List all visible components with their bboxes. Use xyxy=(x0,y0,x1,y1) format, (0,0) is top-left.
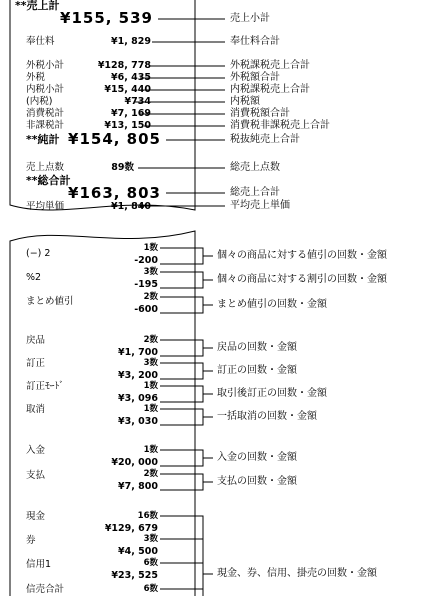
correct-count: 3数 xyxy=(143,358,158,368)
discount-label: (−) 2 xyxy=(26,248,51,259)
correct-mode-count: 1数 xyxy=(143,381,158,391)
net-value: ¥154, 805 xyxy=(68,130,161,148)
ext-tax-label: 外税 xyxy=(26,72,46,83)
cancel-count: 1数 xyxy=(143,404,158,414)
total-value: ¥163, 803 xyxy=(68,184,161,202)
voucher-value: ¥4, 500 xyxy=(118,546,158,557)
service-label: 奉仕料 xyxy=(26,36,55,47)
bulk-label: まとめ値引 xyxy=(26,296,74,307)
net-label: **純計 xyxy=(26,133,60,146)
annotation-bulk: まとめ値引の回数・金額 xyxy=(217,299,327,310)
annotation-correct-mode: 取引後訂正の回数・金額 xyxy=(217,388,327,399)
annotation-int-sub: 内税課税売上合計 xyxy=(230,84,310,95)
service-value: ¥1, 829 xyxy=(111,36,151,47)
return-count: 2数 xyxy=(143,335,158,345)
int-sub-label: 内税小計 xyxy=(26,84,65,95)
ext-sub-label: 外税小計 xyxy=(26,60,65,71)
correct-label: 訂正 xyxy=(26,358,46,369)
annotation-ext-sub: 外税課税売上合計 xyxy=(230,60,310,71)
annotation-percent: 個々の商品に対する割引の回数・金額 xyxy=(217,274,387,285)
annotation-cancel: 一括取消の回数・金額 xyxy=(217,411,317,422)
cash-count: 16数 xyxy=(137,511,158,521)
annotation-subtotal: 売上小計 xyxy=(230,13,270,24)
deposit-value: ¥20, 000 xyxy=(111,457,158,468)
cancel-value: ¥3, 030 xyxy=(118,416,158,427)
payout-value: ¥7, 800 xyxy=(118,481,158,492)
percent-label: %2 xyxy=(26,272,42,283)
int-tax-label: (内税) xyxy=(26,96,53,107)
credit1-value: ¥23, 525 xyxy=(111,570,158,581)
nontax-label: 非課税計 xyxy=(26,120,65,131)
cash-label: 現金 xyxy=(26,511,46,522)
subtotal-value: ¥155, 539 xyxy=(60,9,153,27)
cons-tax-value: ¥7, 169 xyxy=(111,108,151,119)
nontax-value: ¥13, 150 xyxy=(104,120,151,131)
discount-count: 1数 xyxy=(143,243,158,253)
cons-tax-label: 消費税計 xyxy=(26,108,65,119)
annotation-ext-tax: 外税額合計 xyxy=(230,72,280,83)
percent-count: 3数 xyxy=(143,267,158,277)
credit1-count: 6数 xyxy=(143,558,158,568)
credit-total-count: 6数 xyxy=(143,584,158,594)
correct-mode-value: ¥3, 096 xyxy=(118,393,158,404)
bulk-count: 2数 xyxy=(143,292,158,302)
annotation-correct: 訂正の回数・金額 xyxy=(217,365,297,376)
voucher-label: 券 xyxy=(26,535,36,546)
deposit-label: 入金 xyxy=(26,445,46,456)
credit-total-label: 信売合計 xyxy=(26,584,65,595)
annotation-payout: 支払の回数・金額 xyxy=(217,476,297,487)
payout-count: 2数 xyxy=(143,469,158,479)
annotation-deposit: 入金の回数・金額 xyxy=(217,452,297,463)
annotation-discount: 個々の商品に対する値引の回数・金額 xyxy=(217,250,387,261)
int-sub-value: ¥15, 440 xyxy=(104,84,151,95)
annotation-qty: 総売上点数 xyxy=(230,162,280,173)
deposit-count: 1数 xyxy=(143,445,158,455)
annotation-service: 奉仕料合計 xyxy=(230,36,280,47)
correct-value: ¥3, 200 xyxy=(118,370,158,381)
cancel-label: 取消 xyxy=(26,404,46,415)
annotation-return: 戻品の回数・金額 xyxy=(217,342,297,353)
bulk-value: -600 xyxy=(134,304,158,315)
annotation-cons-tax: 消費税額合計 xyxy=(230,108,290,119)
qty-value: 89数 xyxy=(111,162,134,173)
credit1-label: 信用1 xyxy=(26,559,52,570)
percent-value: -195 xyxy=(134,279,158,290)
int-tax-value: ¥734 xyxy=(124,96,151,107)
annotation-nontax: 消費税非課税売上合計 xyxy=(230,120,330,131)
annotation-total: 総売上合計 xyxy=(230,187,280,198)
return-value: ¥1, 700 xyxy=(118,347,158,358)
discount-value: -200 xyxy=(134,255,158,266)
avg-label: 平均単価 xyxy=(26,201,65,212)
subtotal-label: **売上計 xyxy=(15,0,60,12)
return-label: 戻品 xyxy=(26,335,46,346)
qty-label: 売上点数 xyxy=(26,162,65,173)
avg-value: ¥1, 840 xyxy=(111,201,151,212)
total-label: **総合計 xyxy=(26,174,71,187)
cash-value: ¥129, 679 xyxy=(104,523,158,534)
annotation-avg: 平均売上単価 xyxy=(230,200,290,211)
voucher-count: 3数 xyxy=(143,534,158,544)
payout-label: 支払 xyxy=(26,470,46,481)
ext-tax-value: ¥6, 435 xyxy=(111,72,151,83)
correct-mode-label: 訂正ﾓｰﾄﾞ xyxy=(26,381,65,392)
annotation-int-tax: 内税額 xyxy=(230,96,260,107)
annotation-payment: 現金、券、信用、掛売の回数・金額 xyxy=(217,568,377,579)
ext-sub-value: ¥128, 778 xyxy=(97,60,151,71)
annotation-net: 税抜純売上合計 xyxy=(230,134,300,145)
